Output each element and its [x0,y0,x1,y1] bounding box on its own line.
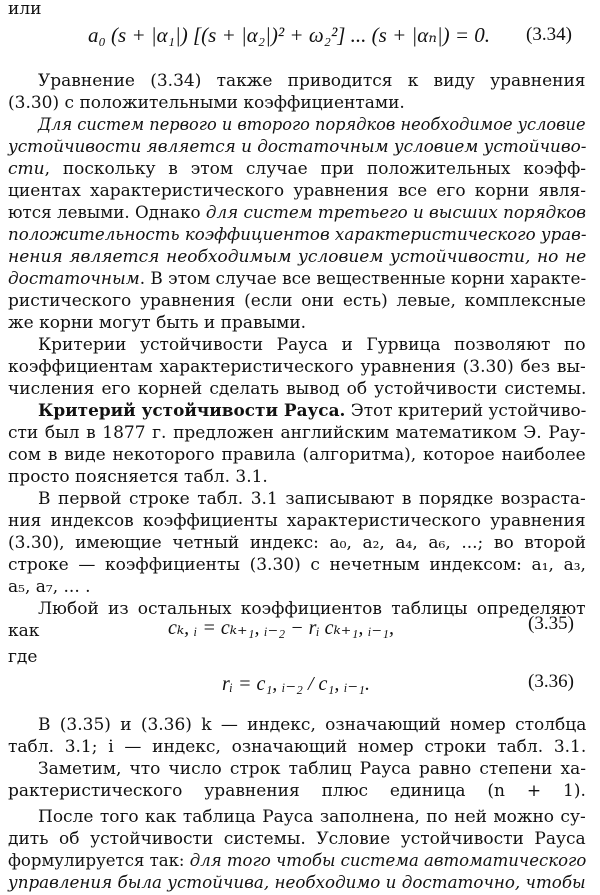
text-segment: просто поясняется табл. 3.1. [8,467,268,487]
text-segment: коэффициентам характеристического уравнения (3.30) без вы- [8,357,586,377]
text-segment: дить об устойчивости системы. Условие устойчивости Рауса [8,829,586,849]
text-segment: (3.30) с положительными коэффициентами. [8,93,405,113]
text-line [8,136,586,158]
text-line [8,736,586,758]
text-segment: сом в виде некоторого правила (алгоритма), которое наиболее [8,445,586,465]
text-line [8,92,405,114]
text-line [8,554,586,576]
text-segment: как [8,621,40,641]
text-line [38,114,586,136]
text-line [8,312,306,334]
text-segment: табл. 3.1; i — индекс, означающий номер строки табл. 3.1. [8,737,587,757]
text-line [8,268,586,290]
text-line [8,378,586,400]
text-segment: рактеристического уравнения плюс единица (n + 1). [8,781,586,801]
text-segment: Любой из остальных коэффициентов таблицы определяют [38,599,586,619]
text-segment: устойчивости является и достаточным условием устойчиво- [8,137,587,157]
text-line [38,806,586,828]
text-line [8,828,586,850]
text-segment: Уравнение (3.34) также приводится к виду уравнения [38,71,586,91]
text-segment: формулируется так: [8,851,190,871]
text-segment: В первой строке табл. 3.1 записывают в порядке возраста- [38,489,586,509]
text-line [8,780,586,802]
text-segment: циентах характеристического уравнения все его корни явля- [8,181,586,201]
equation-3-34: a₀ (s + |α₁|) [(s + |α₂|)² + ω₂²] ... (s + |αₙ|) = 0. [88,23,491,47]
text-segment: ются левыми. Однако [8,203,206,223]
text-line [38,400,586,422]
text-segment: . В этом случае все вещественные корни характе- [139,269,587,289]
text-line [8,576,91,598]
text-segment: сти [8,159,45,179]
text-segment: управления была устойчива, необходимо и достаточно, чтобы [8,873,586,893]
text-segment: или [8,0,42,19]
text-line [8,180,586,202]
text-line [8,158,586,180]
text-line [8,532,586,554]
text-line [8,872,586,894]
text-segment: (3.30), имеющие четный индекс: a₀, a₂, a₄, a₆, ...; во второй [8,533,586,553]
text-line [38,488,586,510]
text-line [8,510,586,532]
equation-3-35: cₖ, ᵢ = cₖ₊₁, ᵢ₋₂ − rᵢ cₖ₊₁, ᵢ₋₁, [168,617,394,639]
text-line [8,850,586,872]
text-segment: Для систем первого и второго порядков необходимое условие [38,115,586,135]
text-segment: ния индексов коэффициенты характеристического уравнения [8,511,586,531]
text-line [8,356,586,378]
text-segment: положительность коэффициентов характеристического урав- [8,225,587,245]
text-segment: для систем третьего и высших порядков [205,203,587,223]
text-segment: же корни могут быть и правыми. [8,313,307,333]
text-line [8,620,39,642]
text-segment: После того как таблица Рауса заполнена, по ней можно су- [38,807,586,827]
text-segment: В (3.35) и (3.36) k — индекс, означающий номер столбца [38,715,587,735]
text-line [8,202,586,224]
text-segment: Критерии устойчивости Рауса и Гурвица позволяют по [38,335,586,355]
text-line [38,758,586,780]
equation-3-36: rᵢ = c₁, ᵢ₋₂ / c₁, ᵢ₋₁. [222,673,371,695]
text-line [8,466,268,488]
text-segment: Критерий устойчивости Рауса. [38,401,346,421]
text-segment: Этот критерий устойчиво- [345,401,587,421]
text-segment: Заметим, что число строк таблиц Рауса равно степени ха- [38,759,587,779]
text-line [38,334,586,356]
text-segment: числения его корней сделать вывод об устойчивости системы. [8,379,587,399]
text-segment: нения является необходимым условием устойчивости, но не [8,247,587,267]
text-segment: ристического уравнения (если они есть) левые, комплексные [8,291,586,311]
text-line [8,246,586,268]
text-line [8,224,586,246]
text-segment: сти был в 1877 г. предложен английским математиком Э. Рау- [8,423,586,443]
text-line [8,444,586,466]
text-segment: строке — коэффициенты (3.30) с нечетным индексом: a₁, a₃, [8,555,586,575]
equation-number: (3.35) [528,613,574,634]
text-line [8,422,586,444]
text-line [8,0,41,20]
text-segment: где [8,647,38,667]
text-segment: , поскольку в этом случае при положительных коэфф- [44,159,586,179]
text-line [38,70,586,92]
text-segment: достаточным [8,269,140,289]
text-segment: a₅, a₇, ... . [8,577,91,597]
text-line [8,290,586,312]
text-line [8,646,37,668]
text-line [38,714,586,736]
equation-number: (3.36) [528,671,574,692]
equation-number: (3.34) [526,24,572,45]
text-segment: для того чтобы система автоматического [189,851,587,871]
